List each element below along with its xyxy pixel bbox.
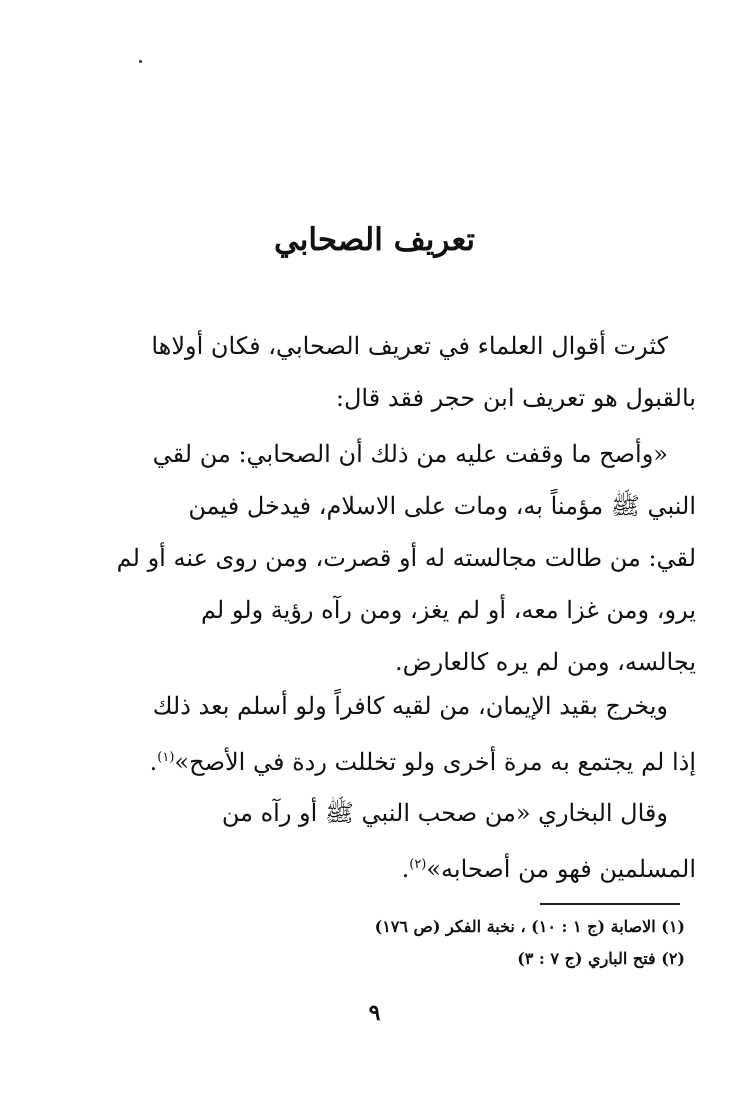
text-line-content: إذا لم يجتمع به مرة أخرى ولو تخللت ردة في الأصح» (174, 748, 696, 776)
text-line: يرو، ومن غزا معه، أو لم يغز، ومن رآه رؤية ولو لم (200, 596, 696, 624)
paragraph-intro (124, 320, 696, 424)
paragraph-bukhari (124, 787, 696, 895)
sentence-end: . (149, 748, 158, 776)
footnote: (٢) فتح الباري (ج ٧ : ٣) (517, 949, 685, 968)
text-line-content: المسلمين فهو من أصحابه» (426, 855, 696, 883)
text-line: لقي: من طالت مجالسته له أو قصرت، ومن روى عنه أو لم (116, 544, 696, 572)
text-line: «وأصح ما وقفت عليه من ذلك أن الصحابي: من لقي (152, 440, 668, 468)
text-line: ويخرج بقيد الإيمان، من لقيه كافراً ولو أسلم بعد ذلك (152, 692, 668, 720)
page-number: ٩ (368, 1000, 381, 1026)
ink-speck (139, 60, 142, 63)
text-line (124, 732, 696, 788)
text-line: كثرت أقوال العلماء في تعريف الصحابي، فكان أولاها (151, 332, 668, 360)
footnote-ref: (٢) (409, 857, 427, 872)
paragraph-faith (124, 680, 696, 788)
text-line: يجالسه، ومن لم يره كالعارض. (394, 648, 696, 676)
footnote: (١) الاصابة (ج ١ : ١٠) ، نخبة الفكر (ص ١٧٦) (374, 917, 685, 936)
sentence-end: . (401, 855, 410, 883)
paragraph-quote (116, 428, 696, 688)
text-line: بالقبول هو تعريف ابن حجر فقد قال: (335, 384, 696, 412)
text-line (124, 839, 696, 895)
text-line: وقال البخاري «من صحب النبي ﷺ أو رآه من (221, 799, 668, 827)
footnote-divider (540, 903, 680, 905)
page-title: تعريف الصحابي (273, 222, 476, 258)
footnotes (375, 911, 685, 975)
footnote-ref: (١) (157, 750, 175, 765)
text-line: النبي ﷺ مؤمناً به، ومات على الاسلام، فيدخل فيمن (188, 492, 696, 520)
